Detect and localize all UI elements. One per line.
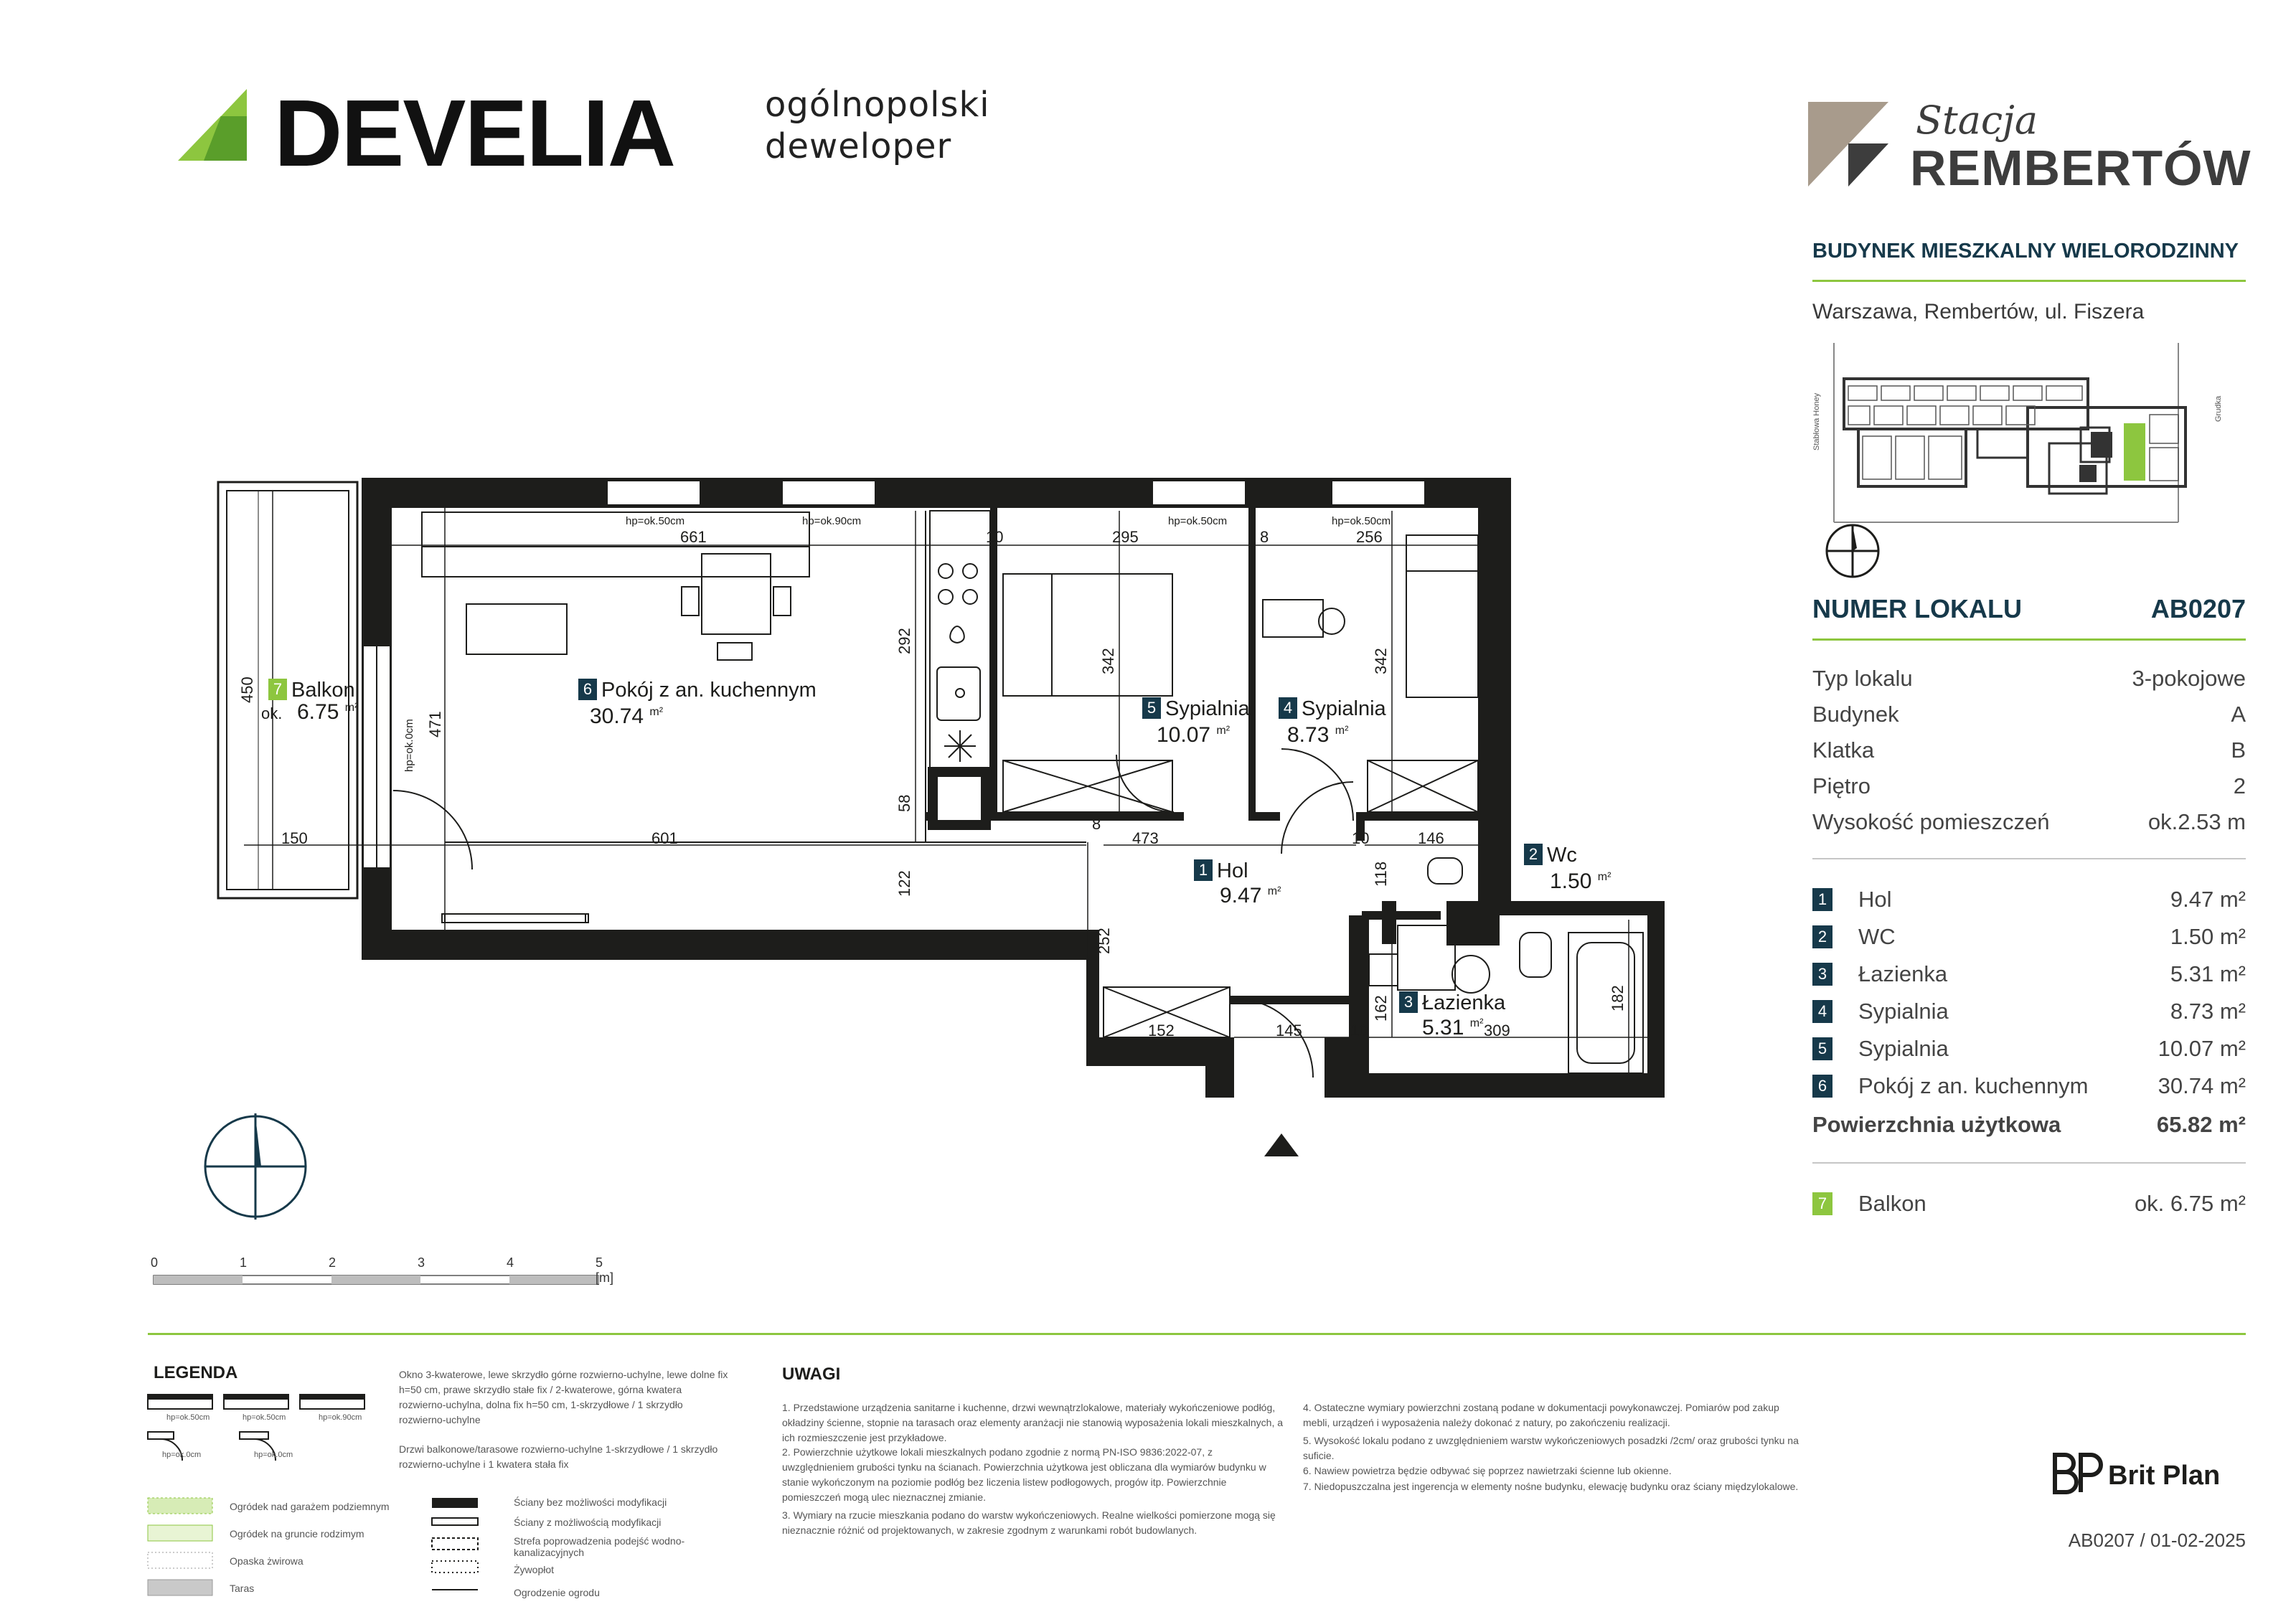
window-height-label: hp=ok.90cm [802, 515, 862, 527]
total-area-value: 65.82 m² [2156, 1112, 2246, 1137]
notes-title: UWAGI [782, 1364, 841, 1384]
dim-label: 309 [1484, 1022, 1510, 1039]
plan-label-pokoj: 6 Pokój z an. kuchennym [578, 679, 817, 702]
unit-number-label: NUMER LOKALU [1812, 594, 2022, 623]
brand-tagline-1: ogólnopolski [765, 85, 990, 125]
unit-number: AB0207 [2150, 594, 2246, 623]
legend-door-desc: Drzwi balkonowe/tarasowe rozwierno-uchylne 1-skrzydłowe / 1 skrzydło rozwierno-uchylne i 1 kwatera stała fix [399, 1443, 718, 1470]
info-row [1812, 773, 2246, 809]
building-type: BUDYNEK MIESZKALNY WIELORODZINNY [1812, 240, 2239, 263]
dim-label: 8 [1092, 815, 1101, 833]
scale-label: 1 [240, 1255, 248, 1270]
plan-area-lazienka: 5.31 $^{m^2}$ [1422, 1016, 1484, 1039]
dim-label: 473 [1132, 829, 1159, 847]
info-key: Budynek [1812, 702, 1899, 727]
map-street-1: Stabłowa Honey [1812, 392, 1821, 451]
room-name: Hol [1858, 887, 1892, 912]
room-name: Pokój z an. kuchennym [1858, 1073, 2089, 1098]
info-row [1812, 702, 2246, 737]
legend-door-hp: hp=ok.0cm [254, 1451, 293, 1459]
plan-label-hol: 1 Hol [1194, 859, 1248, 883]
room-row [1812, 887, 2246, 923]
room-number-badge: 1 [1812, 888, 1832, 911]
info-key: Piętro [1812, 773, 1871, 798]
window-height-label: hp=ok.50cm [1332, 515, 1391, 527]
info-row [1812, 737, 2246, 773]
window-height-label: hp=ok.50cm [626, 515, 685, 527]
dim-label: 661 [680, 528, 707, 546]
legend-window-hp: hp=ok.90cm [319, 1413, 362, 1422]
plan-label-balkon: 7 Balkon [268, 679, 355, 702]
plan-area-wc: 1.50 $^{m^2}$ [1550, 869, 1612, 893]
divider [1812, 280, 2246, 282]
plan-area-hol: 9.47 $^{m^2}$ [1220, 884, 1281, 907]
dim-label: 256 [1356, 528, 1383, 546]
info-value: ok.2.53 m [2147, 809, 2246, 834]
document-code: AB0207 / 01-02-2025 [2068, 1529, 2246, 1551]
room-name: WC [1858, 924, 1896, 949]
address: Warszawa, Rembertów, ul. Fiszera [1812, 300, 2145, 324]
note: 4. Ostateczne wymiary powierzchni zostaną podane w dokumentacji powykonawczej. Pomiarów pod zakup mebli, urządzeń i wyposażenia należy dokonać z natury, po zakończeniu realizacji. [1303, 1402, 1779, 1428]
dim-label: 252 [1095, 928, 1113, 954]
legend-item: Strefa poprowadzenia podejść wodno-kanalizacyjnych [514, 1535, 685, 1558]
legend-item: Ściany z możliwością modyfikacji [514, 1517, 662, 1528]
dim-label: 10 [1352, 829, 1370, 847]
room-row [1812, 961, 2246, 997]
divider [1812, 638, 2246, 641]
room-number-badge: 6 [1812, 1075, 1832, 1098]
dim-label: 601 [651, 829, 678, 847]
balcony-row [1812, 1191, 2246, 1227]
room-name: Sypialnia [1858, 999, 1949, 1024]
note: 5. Wysokość lokalu podano z uwzględnieniem warstw wykończeniowych posadzki /2cm/ oraz grubości tynku na suficie. [1303, 1435, 1799, 1461]
legend-item: Żywopłot [514, 1564, 555, 1575]
divider [1812, 858, 2246, 859]
info-value: A [2231, 702, 2246, 727]
note: 3. Wymiary na rzucie mieszkania podano do warstw wykończeniowych. Realne wielkości pomierzone mogą się nieznacznie różnić od projektowanych, w zakresie zgodnym z warunkami robót budowlanych. [782, 1509, 1276, 1536]
dim-label: 10 [1350, 1022, 1368, 1039]
brand-tagline-2: deweloper [765, 126, 952, 166]
legend-window-desc: Okno 3-kwaterowe, lewe skrzydło górne rozwierno-uchylne, lewe dolne fix h=50 cm, prawe skrzydło stałe fix / 2-kwaterowe, górna kwatera rozwierno-uchylna, dolna fix h=50 cm, 1-skrzydłowe / 1 skrzydło rozwierno-uchylne [399, 1369, 728, 1425]
plan-area-sypialnia-5: 10.07 $^{m^2}$ [1157, 723, 1231, 747]
scale-label: 5 [m] [596, 1255, 613, 1285]
dim-label: 58 [895, 794, 913, 812]
room-area: 5.31 m² [2170, 961, 2246, 986]
divider [1812, 1162, 2246, 1164]
plan-label-sypialnia-4: 4 Sypialnia [1279, 697, 1386, 721]
room-row [1812, 999, 2246, 1034]
designer-logo-mark [2051, 1452, 2105, 1495]
dim-label: 292 [895, 628, 913, 654]
room-number-badge: 2 [1812, 925, 1832, 948]
room-name: Sypialnia [1858, 1036, 1949, 1061]
legend-item: Ogródek nad garażem podziemnym [230, 1501, 390, 1512]
info-key: Typ lokalu [1812, 666, 1913, 691]
dim-label: 450 [238, 676, 256, 703]
dim-label: 122 [895, 870, 913, 897]
scale-bar [151, 1255, 613, 1291]
dim-label: 150 [281, 829, 308, 847]
scale-label: 2 [329, 1255, 337, 1270]
room-area: 9.47 m² [2170, 887, 2246, 912]
legend-window-hp: hp=ok.50cm [243, 1413, 286, 1422]
dim-label: 342 [1099, 648, 1117, 674]
dim-label: 342 [1372, 648, 1390, 674]
room-row [1812, 1073, 2246, 1109]
brand-name: DEVELIA [274, 80, 675, 186]
info-row [1812, 666, 2246, 702]
note: 6. Nawiew powietrza będzie odbywać się poprzez nawietrzaki ścienne lub okienne. [1303, 1465, 1672, 1476]
info-value: B [2231, 737, 2246, 763]
plan-area-balkon-value: 6.75 $^{m^2}$ [297, 700, 359, 724]
project-name-line-2: REMBERTÓW [1910, 140, 2252, 196]
plan-label-sypialnia-5: 5 Sypialnia [1142, 697, 1250, 721]
plan-label-lazienka: 3 Łazienka [1399, 991, 1505, 1015]
legend-title: LEGENDA [154, 1363, 238, 1382]
project-logo-mark [1808, 102, 1888, 187]
room-number-badge: 3 [1812, 963, 1832, 986]
plan-area-balkon: ok. [261, 704, 283, 722]
plan-area-pokoj: 30.74 $^{m^2}$ [590, 704, 664, 728]
map-street-2: Grudka [2214, 395, 2223, 422]
total-area-label: Powierzchnia użytkowa [1812, 1112, 2061, 1137]
room-area: 30.74 m² [2158, 1073, 2246, 1098]
room-number-badge: 5 [1812, 1037, 1832, 1060]
note: 2. Powierzchnie użytkowe lokali mieszkalnych podano zgodnie z normą PN-ISO 9836:2022-07, z uwzględnieniem grubości tynku na ścianach. Powierzchnia użytkowa jest obliczana dla wymiarów budynku w stanie wykończonym na poziomie podłóg bez liczenia listew podłogowych, progów itp. Powierzchnie pomieszczeń mogą ulec nieznacznej zmianie. [782, 1446, 1266, 1503]
legend-item: Taras [230, 1583, 255, 1594]
legend-item: Opaska żwirowa [230, 1555, 304, 1567]
info-value: 2 [2233, 773, 2246, 798]
legend-window-hp: hp=ok.50cm [166, 1413, 210, 1422]
dim-label: 152 [1148, 1022, 1175, 1039]
balcony-badge: 7 [1812, 1192, 1832, 1215]
dim-label: 118 [1372, 861, 1390, 887]
dim-label: 182 [1609, 985, 1627, 1012]
legend-item: Ogrodzenie ogrodu [514, 1587, 600, 1598]
info-value: 3-pokojowe [2132, 666, 2246, 691]
scale-label: 0 [151, 1255, 159, 1270]
room-area: 10.07 m² [2158, 1036, 2246, 1061]
balcony-name: Balkon [1858, 1191, 1926, 1216]
legend-door-hp: hp=ok.0cm [162, 1451, 202, 1459]
scale-label: 3 [418, 1255, 425, 1270]
total-area-row [1812, 1112, 2246, 1148]
room-row [1812, 924, 2246, 960]
dim-label: 145 [1276, 1022, 1302, 1039]
dim-label: 8 [1260, 528, 1269, 546]
note: 1. Przedstawione urządzenia sanitarne i kuchenne, drzwi wewnątrzlokalowe, materiały wykończeniowe podłóg, okładziny ścienne, stopnie na tarasach oraz elementy aranżacji nie stanowią wyposażenia lokali mieszkalnych, a ich rozmieszczenie jest przykładowe. [782, 1402, 1284, 1443]
project-name-line-1: Stacja [1916, 98, 2038, 143]
room-name: Łazienka [1858, 961, 1948, 986]
dim-label: 295 [1112, 528, 1139, 546]
info-row [1812, 809, 2246, 845]
door-height-label: hp=ok.0cm [403, 719, 415, 772]
room-area: 1.50 m² [2170, 924, 2246, 949]
footer-divider [148, 1333, 2246, 1335]
room-number-badge: 4 [1812, 1000, 1832, 1023]
legend-item: Ogródek na gruncie rodzimym [230, 1528, 364, 1540]
legend-wall-symbols [430, 1496, 481, 1604]
legend-item: Ściany bez możliwości modyfikacji [514, 1496, 667, 1508]
dim-label: 146 [1418, 829, 1444, 847]
dim-label: 10 [986, 528, 1004, 546]
info-key: Wysokość pomieszczeń [1812, 809, 2050, 834]
designer-name: Brit Plan [2108, 1461, 2221, 1491]
room-area: 8.73 m² [2170, 999, 2246, 1024]
dim-label: 471 [426, 711, 444, 737]
dim-label: 162 [1372, 995, 1390, 1022]
plan-area-sypialnia-4: 8.73 $^{m^2}$ [1287, 723, 1349, 747]
info-key: Klatka [1812, 737, 1875, 763]
note: 7. Niedopuszczalna jest ingerencja w elementy nośne budynku, elewację budynku oraz ściany międzylokalowe. [1303, 1481, 1799, 1492]
plan-label-wc: 2 Wc [1524, 844, 1577, 867]
site-map [1812, 343, 2246, 587]
window-height-label: hp=ok.50cm [1168, 515, 1228, 527]
scale-label: 4 [507, 1255, 514, 1270]
project-logo [1808, 98, 2253, 196]
room-row [1812, 1036, 2246, 1072]
designer-logo [2051, 1452, 2252, 1495]
balcony-area: ok. 6.75 m² [2134, 1191, 2246, 1216]
